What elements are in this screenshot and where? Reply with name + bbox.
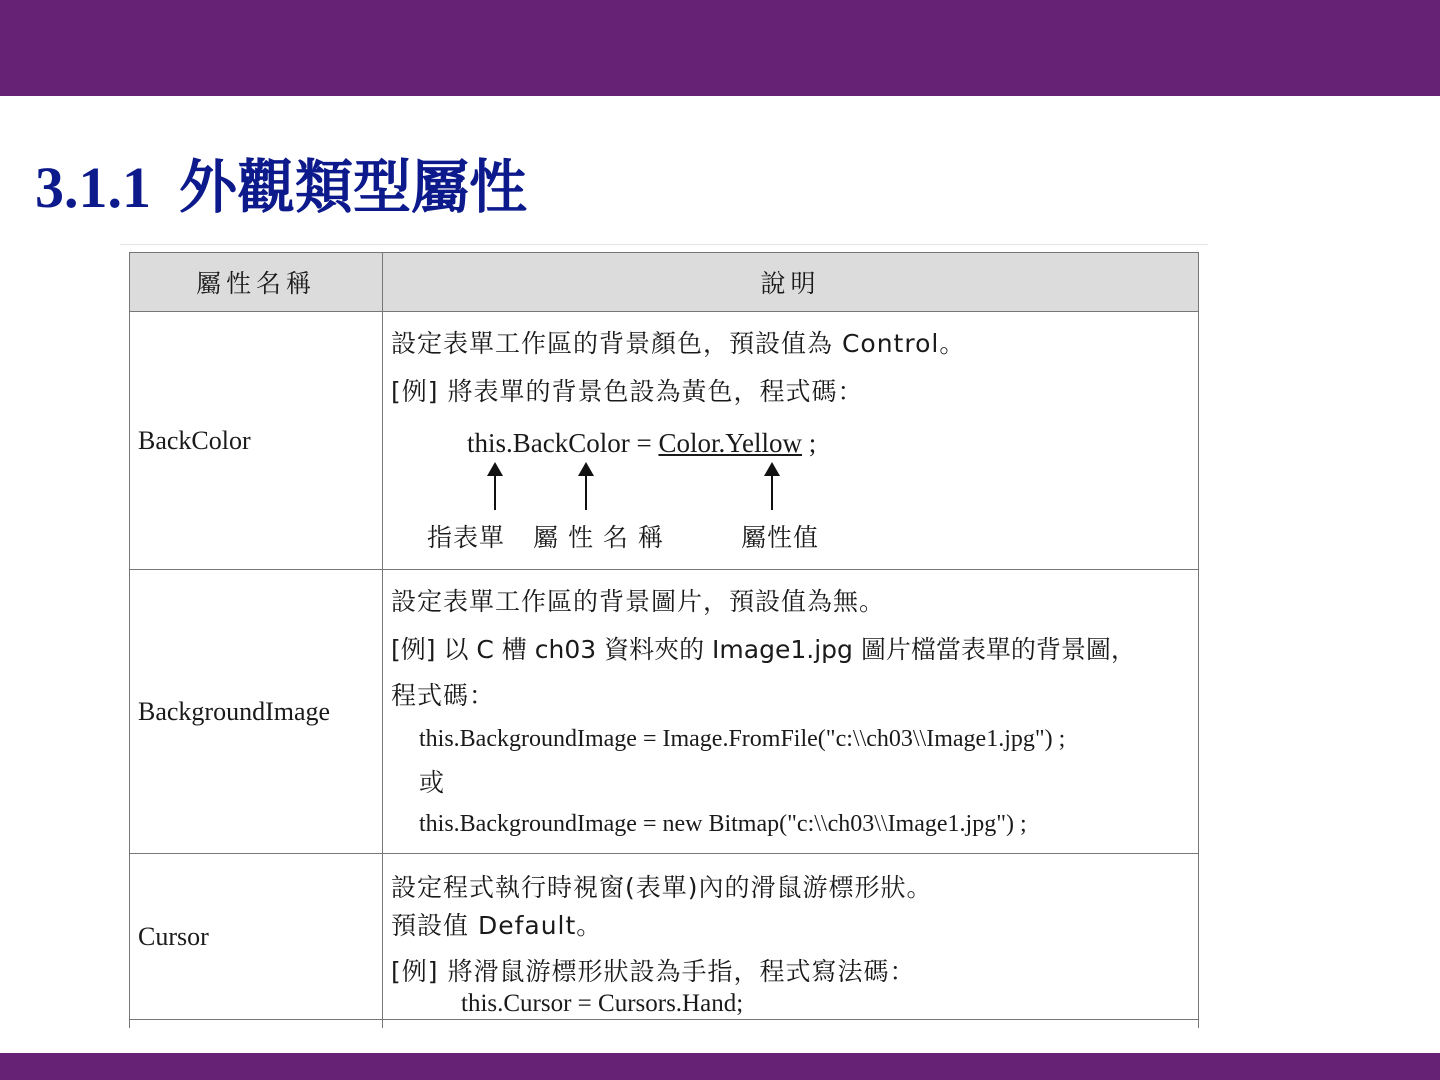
label-form: 指表單: [427, 523, 506, 552]
property-table-container: [129, 252, 1199, 1028]
property-table: [129, 252, 1199, 1028]
default-line: 預設值 Default。: [391, 911, 603, 940]
or-text: 或: [419, 768, 446, 797]
arrow-up-icon: [771, 474, 773, 510]
label-property-name: 屬 性 名 稱: [533, 523, 664, 552]
code-line: this.Cursor = Cursors.Hand;: [461, 990, 744, 1017]
code-line: this.BackgroundImage = Image.FromFile("c:\\ch03\\Image1.jpg") ;: [419, 726, 1066, 752]
example-line: [例] 將滑鼠游標形狀設為手指，程式寫法碼：: [391, 957, 916, 986]
property-description: [383, 312, 1199, 570]
example-line: [例] 將表單的背景色設為黃色，程式碼：: [391, 377, 864, 406]
property-name: BackgroundImage: [130, 570, 383, 854]
bottom-banner: [0, 1053, 1440, 1080]
table-row: [130, 570, 1199, 854]
header-description: 說明: [383, 253, 1199, 312]
description-line: 設定表單工作區的背景顏色，預設值為 Control。: [391, 329, 966, 358]
table-header-row: [130, 253, 1199, 312]
example-line-cont: 程式碼：: [391, 681, 496, 710]
example-line: [例] 以 C 槽 ch03 資料夾的 Image1.jpg 圖片檔當表單的背景圖，: [391, 635, 1136, 664]
slide-title: [35, 140, 527, 224]
property-description: [383, 570, 1199, 854]
code-value: Color.Yellow: [658, 428, 803, 458]
property-description: [383, 854, 1199, 1020]
divider: [120, 244, 1208, 245]
section-title: 外觀類型屬性: [179, 155, 528, 220]
code-diagram: [391, 422, 1198, 552]
description-line: 設定程式執行時視窗(表單)內的滑鼠游標形狀。: [391, 873, 933, 902]
table-row: [130, 1020, 1199, 1029]
empty-cell: [383, 1020, 1199, 1029]
code-statement: [467, 428, 816, 459]
description-line: 設定表單工作區的背景圖片，預設值為無。: [391, 587, 886, 616]
table-row: [130, 854, 1199, 1020]
code-object-property: this.BackColor =: [467, 428, 659, 458]
property-name: BackColor: [130, 312, 383, 570]
label-property-value: 屬性值: [741, 523, 820, 552]
section-number: 3.1.1: [35, 155, 151, 220]
top-banner: [0, 0, 1440, 96]
empty-cell: [130, 1020, 383, 1029]
table-row: [130, 312, 1199, 570]
code-semicolon: ;: [802, 428, 817, 458]
property-name: Cursor: [130, 854, 383, 1020]
code-line: this.BackgroundImage = new Bitmap("c:\\ch03\\Image1.jpg") ;: [419, 811, 1027, 837]
arrow-up-icon: [585, 474, 587, 510]
header-property-name: 屬性名稱: [130, 253, 383, 312]
arrow-up-icon: [494, 474, 496, 510]
